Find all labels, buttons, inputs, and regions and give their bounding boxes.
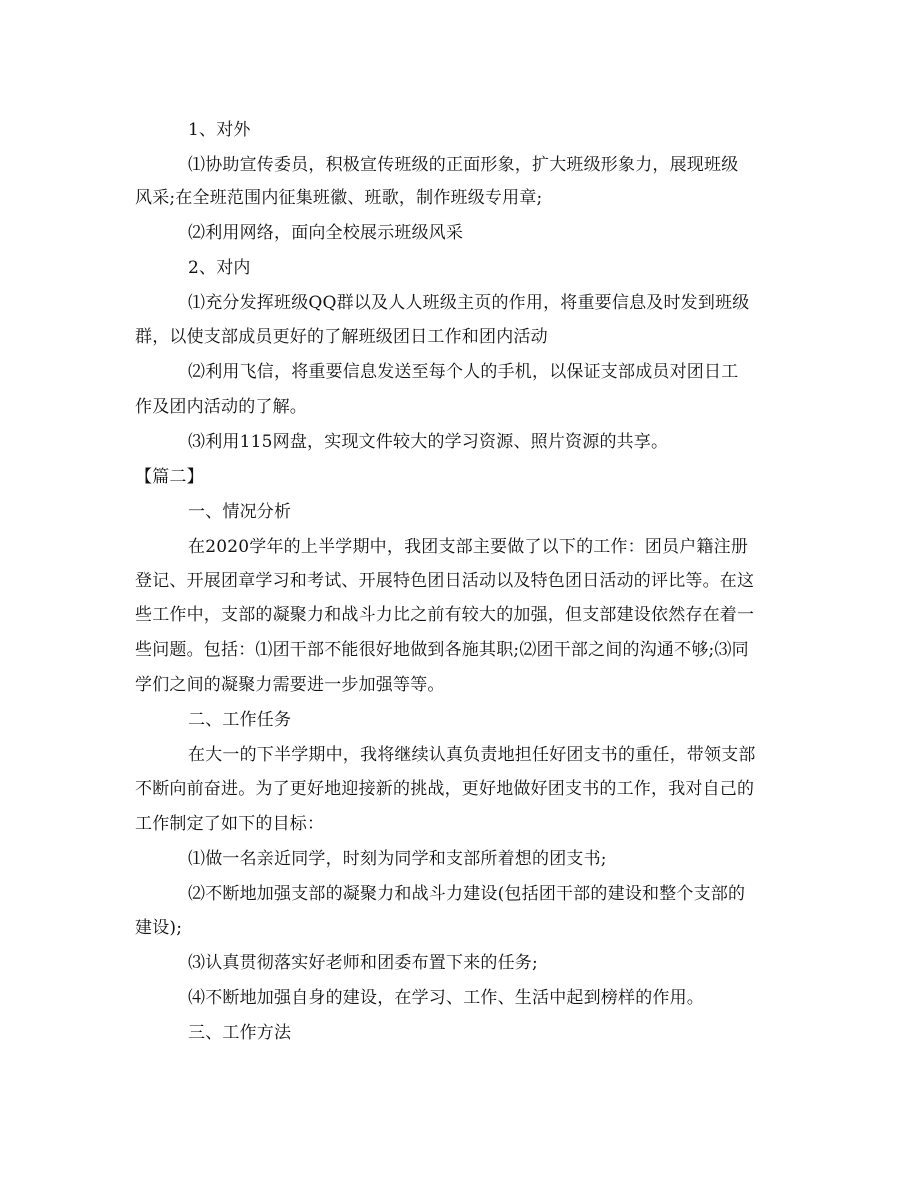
paragraph-line: 登记、开展团章学习和考试、开展特色团日活动以及特色团日活动的评比等。在这 bbox=[135, 571, 755, 591]
paragraph-line: ⑴充分发挥班级QQ群以及人人班级主页的作用，将重要信息及时发到班级 bbox=[188, 293, 750, 313]
paragraph-line: ⑵利用飞信，将重要信息发送至每个人的手机，以保证支部成员对团日工 bbox=[188, 362, 739, 382]
paragraph-line: ⑴协助宣传委员，积极宣传班级的正面形象，扩大班级形象力，展现班级 bbox=[188, 155, 739, 175]
paragraph-line: 些问题。包括：⑴团干部不能很好地做到各施其职;⑵团干部之间的沟通不够;⑶同 bbox=[135, 640, 749, 660]
paragraph-line: 建设); bbox=[135, 918, 183, 938]
heading-external: 1、对外 bbox=[188, 120, 251, 140]
paragraph-line: ⑶认真贯彻落实好老师和团委布置下来的任务; bbox=[188, 953, 538, 973]
paragraph-line: ⑷不断地加强自身的建设，在学习、工作、生活中起到榜样的作用。 bbox=[188, 988, 704, 1008]
paragraph-line: ⑴做一名亲近同学，时刻为同学和支部所着想的团支书; bbox=[188, 849, 607, 869]
section-heading-part-two: 【篇二】 bbox=[135, 467, 204, 487]
paragraph-line: ⑶利用115网盘，实现文件较大的学习资源、照片资源的共享。 bbox=[188, 432, 669, 452]
heading-work-methods: 三、工作方法 bbox=[188, 1023, 292, 1043]
paragraph-line: 学们之间的凝聚力需要进一步加强等等。 bbox=[135, 675, 445, 695]
paragraph-line: 风采;在全班范围内征集班徽、班歌，制作班级专用章; bbox=[135, 188, 543, 208]
paragraph-line: 在2020学年的上半学期中，我团支部主要做了以下的工作：团员户籍注册 bbox=[188, 537, 749, 557]
paragraph-line: 些工作中，支部的凝聚力和战斗力比之前有较大的加强，但支部建设依然存在着一 bbox=[135, 605, 755, 625]
heading-situation-analysis: 一、情况分析 bbox=[188, 502, 292, 522]
paragraph-line: 群，以使支部成员更好的了解班级团日工作和团内活动 bbox=[135, 327, 548, 347]
paragraph-line: ⑵利用网络，面向全校展示班级风采 bbox=[188, 223, 464, 243]
heading-work-tasks: 二、工作任务 bbox=[188, 710, 292, 730]
paragraph-line: 不断向前奋进。为了更好地迎接新的挑战，更好地做好团支书的工作，我对自己的 bbox=[135, 779, 755, 799]
paragraph-line: ⑵不断地加强支部的凝聚力和战斗力建设(包括团干部的建设和整个支部的 bbox=[188, 884, 746, 904]
heading-internal: 2、对内 bbox=[188, 258, 251, 278]
paragraph-line: 作及团内活动的了解。 bbox=[135, 397, 307, 417]
paragraph-line: 工作制定了如下的目标： bbox=[135, 814, 325, 834]
paragraph-line: 在大一的下半学期中，我将继续认真负责地担任好团支书的重任，带领支部 bbox=[188, 745, 756, 765]
